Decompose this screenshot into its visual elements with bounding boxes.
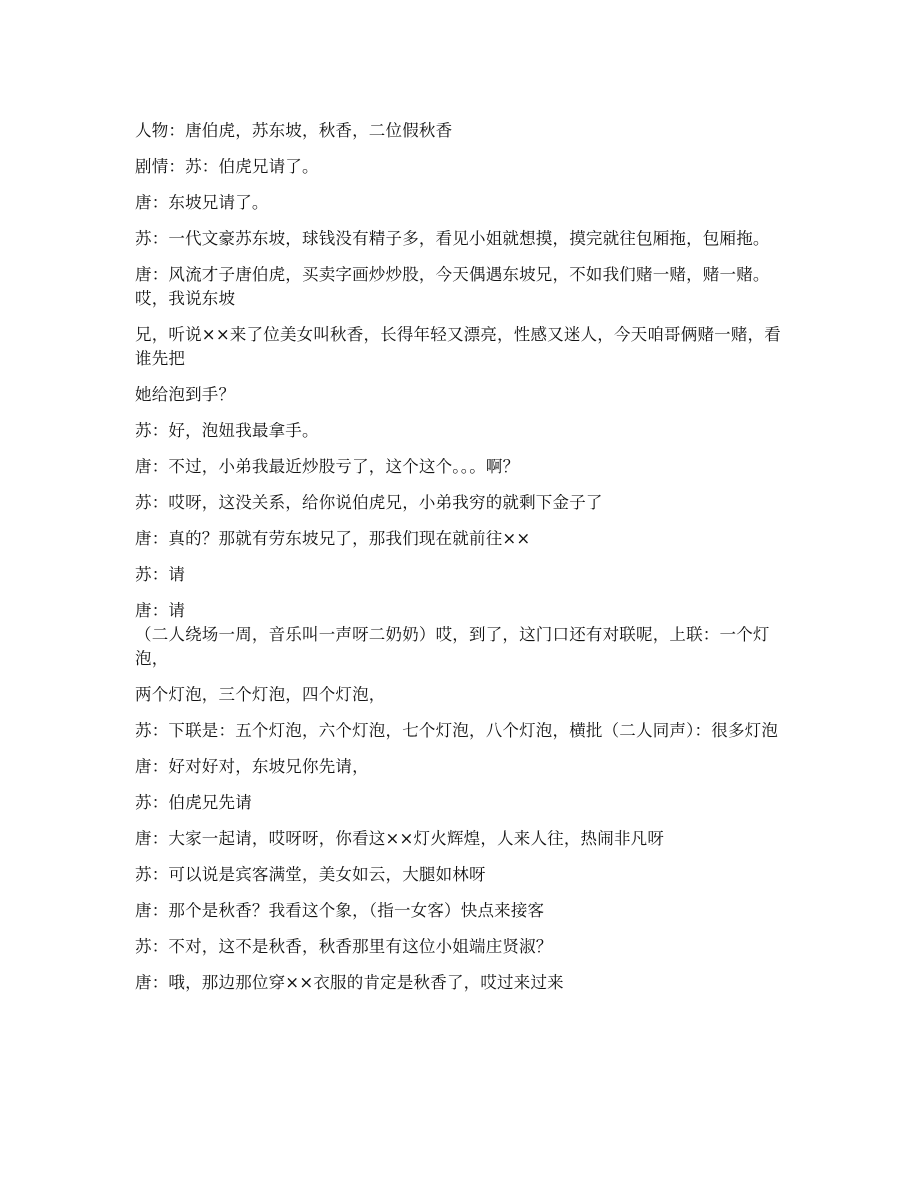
dialogue-line: 唐：好对好对，东坡兄你先请， (135, 757, 369, 776)
dialogue-line: 两个灯泡，三个灯泡，四个灯泡， (135, 685, 386, 704)
dialogue-line: 唐：大家一起请，哎呀呀，你看这××灯火辉煌，人来人往，热闹非凡呀 (135, 829, 665, 848)
dialogue-line: 苏：哎呀，这没关系，给你说伯虎兄，小弟我穷的就剩下金子了 (135, 493, 603, 512)
dialogue-line: 唐：风流才子唐伯虎，买卖字画炒炒股，今天偶遇东坡兄，不如我们赌一赌，赌一赌。哎，我说东坡 (135, 265, 770, 308)
document-body (135, 119, 790, 1007)
dialogue-line: 她给泡到手？ (135, 385, 236, 404)
dialogue-line: 苏：好，泡妞我最拿手。 (135, 421, 319, 440)
dialogue-line: 兄，听说××来了位美女叫秋香，长得年轻又漂亮，性感又迷人，今天咱哥俩赌一赌，看谁先把 (135, 325, 781, 368)
dialogue-line: 苏：伯虎兄先请 (135, 793, 252, 812)
dialogue-line: 唐：东坡兄请了。 (135, 193, 269, 212)
dialogue-line: 苏：下联是：五个灯泡，六个灯泡，七个灯泡，八个灯泡，横批（二人同声）：很多灯泡 (135, 721, 779, 740)
plot-line: 剧情：苏：伯虎兄请了。 (135, 157, 319, 176)
dialogue-line: 唐：不过，小弟我最近炒股亏了，这个这个。。。啊？ (135, 457, 520, 476)
dialogue-line: 苏：可以说是宾客满堂，美女如云，大腿如林呀 (135, 865, 486, 884)
dialogue-line: 唐：真的？那就有劳东坡兄了，那我们现在就前往×× (135, 529, 531, 548)
stage-direction-line: （二人绕场一周，音乐叫一声呀二奶奶）哎，到了，这门口还有对联呢，上联：一个灯泡， (135, 625, 770, 668)
dialogue-line: 苏：不对，这不是秋香，秋香那里有这位小姐端庄贤淑？ (135, 937, 553, 956)
dialogue-line: 唐：请 (135, 601, 186, 620)
dialogue-line: 苏：一代文豪苏东坡，球钱没有精子多，看见小姐就想摸，摸完就往包厢拖，包厢拖。 (135, 229, 770, 248)
dialogue-line: 唐：哦，那边那位穿××衣服的肯定是秋香了，哎过来过来 (135, 973, 564, 992)
cast-line: 人物：唐伯虎，苏东坡，秋香，二位假秋香 (135, 121, 453, 140)
dialogue-line: 苏：请 (135, 565, 186, 584)
dialogue-line: 唐：那个是秋香？我看这个象，（指一女客）快点来接客 (135, 901, 545, 920)
